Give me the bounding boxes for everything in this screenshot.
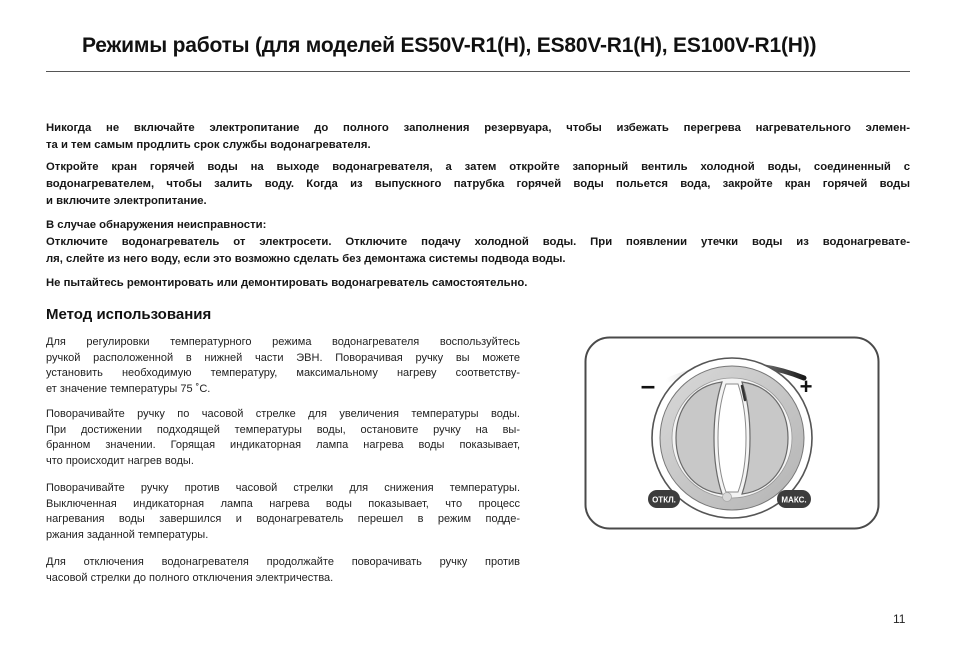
paragraph-line: Выключенная индикаторная лампа нагрева воды показывает, что процесс: [46, 497, 520, 510]
off-label: ОТКЛ.: [652, 495, 676, 505]
minus-sign: –: [640, 370, 656, 400]
paragraph-line: При достижении подходящей температуры воды, остановите ручку на вы-: [46, 423, 520, 436]
paragraph-line: Для регулировки температурного режима водонагревателя воспользуйтесь: [46, 336, 520, 348]
page-number: 11: [893, 612, 906, 626]
paragraph-line: бранном значении. Горящая индикаторная лампа нагрева воды показывает,: [46, 439, 520, 452]
warning-line: Откройте кран горячей воды на выходе водонагревателя, а затем откройте запорный вентиль холодной воды, соединенный с: [46, 161, 910, 173]
paragraph-line: ручкой расположенной в нижней части ЭВН. Поворачивая ручку вы можете: [46, 351, 520, 364]
warning-line: В случае обнаружения неисправности:: [46, 219, 267, 231]
knob-grip-slot: [718, 384, 746, 492]
plus-sign: +: [799, 374, 813, 399]
warning-line: и включите электропитание.: [46, 195, 207, 207]
paragraph-line: ет значение температуры 75 ˚С.: [46, 382, 211, 395]
title-divider: [46, 71, 910, 72]
paragraph-line: Поворачивайте ручку по часовой стрелке для увеличения температуры воды.: [46, 408, 520, 420]
warning-line: Не пытайтесь ремонтировать или демонтировать водонагреватель самостоятельно.: [46, 277, 528, 289]
usage-heading: Метод использования: [46, 306, 212, 323]
warning-malfunction: [46, 217, 910, 268]
paragraph-line: нагревания воды завершился и водонагреватель перешел в режим подде-: [46, 513, 520, 526]
warning-fill-tank: [46, 120, 910, 154]
warning-open-valves: [46, 159, 910, 210]
warning-line: Никогда не включайте электропитание до полного заполнения резервуара, чтобы избежать перегрева нагревательного элемен-: [46, 122, 910, 134]
usage-paragraph-1: [46, 335, 520, 397]
paragraph-line: Поворачивайте ручку против часовой стрелки для снижения температуры.: [46, 482, 520, 494]
warning-line: та и тем самым продлить срок службы водонагревателя.: [46, 139, 371, 151]
warning-line: ля, слейте из него воду, если это возможно сделать без демонтажа системы подвода воды.: [46, 253, 566, 265]
warning-no-repair: [46, 275, 910, 292]
page-title: Режимы работы (для моделей ES50V-R1(H), ES80V-R1(H), ES100V-R1(H)): [82, 34, 817, 57]
warning-line: Отключите водонагреватель от электросети. Отключите подачу холодной воды. При появлении утечки воды из водонагревате-: [46, 236, 910, 248]
usage-paragraph-2: [46, 407, 520, 469]
usage-paragraph-3: [46, 481, 520, 543]
paragraph-line: ржания заданной температуры.: [46, 528, 209, 541]
temperature-knob-diagram: [584, 336, 880, 532]
paragraph-line: установить необходимую температуру, максимальному нагреву соответству-: [46, 367, 520, 380]
max-label: МАКС.: [781, 495, 807, 505]
paragraph-line: что происходит нагрев воды.: [46, 454, 194, 467]
warning-line: водонагревателем, чтобы залить воду. Когда из выпускного патрубка горячей воды польется вода, закройте кран горячей воды: [46, 178, 910, 190]
heating-indicator-lamp: [723, 493, 732, 502]
paragraph-line: часовой стрелки до полного отключения электричества.: [46, 571, 334, 584]
paragraph-line: Для отключения водонагревателя продолжайте поворачивать ручку против: [46, 556, 520, 568]
usage-paragraph-4: [46, 555, 520, 586]
